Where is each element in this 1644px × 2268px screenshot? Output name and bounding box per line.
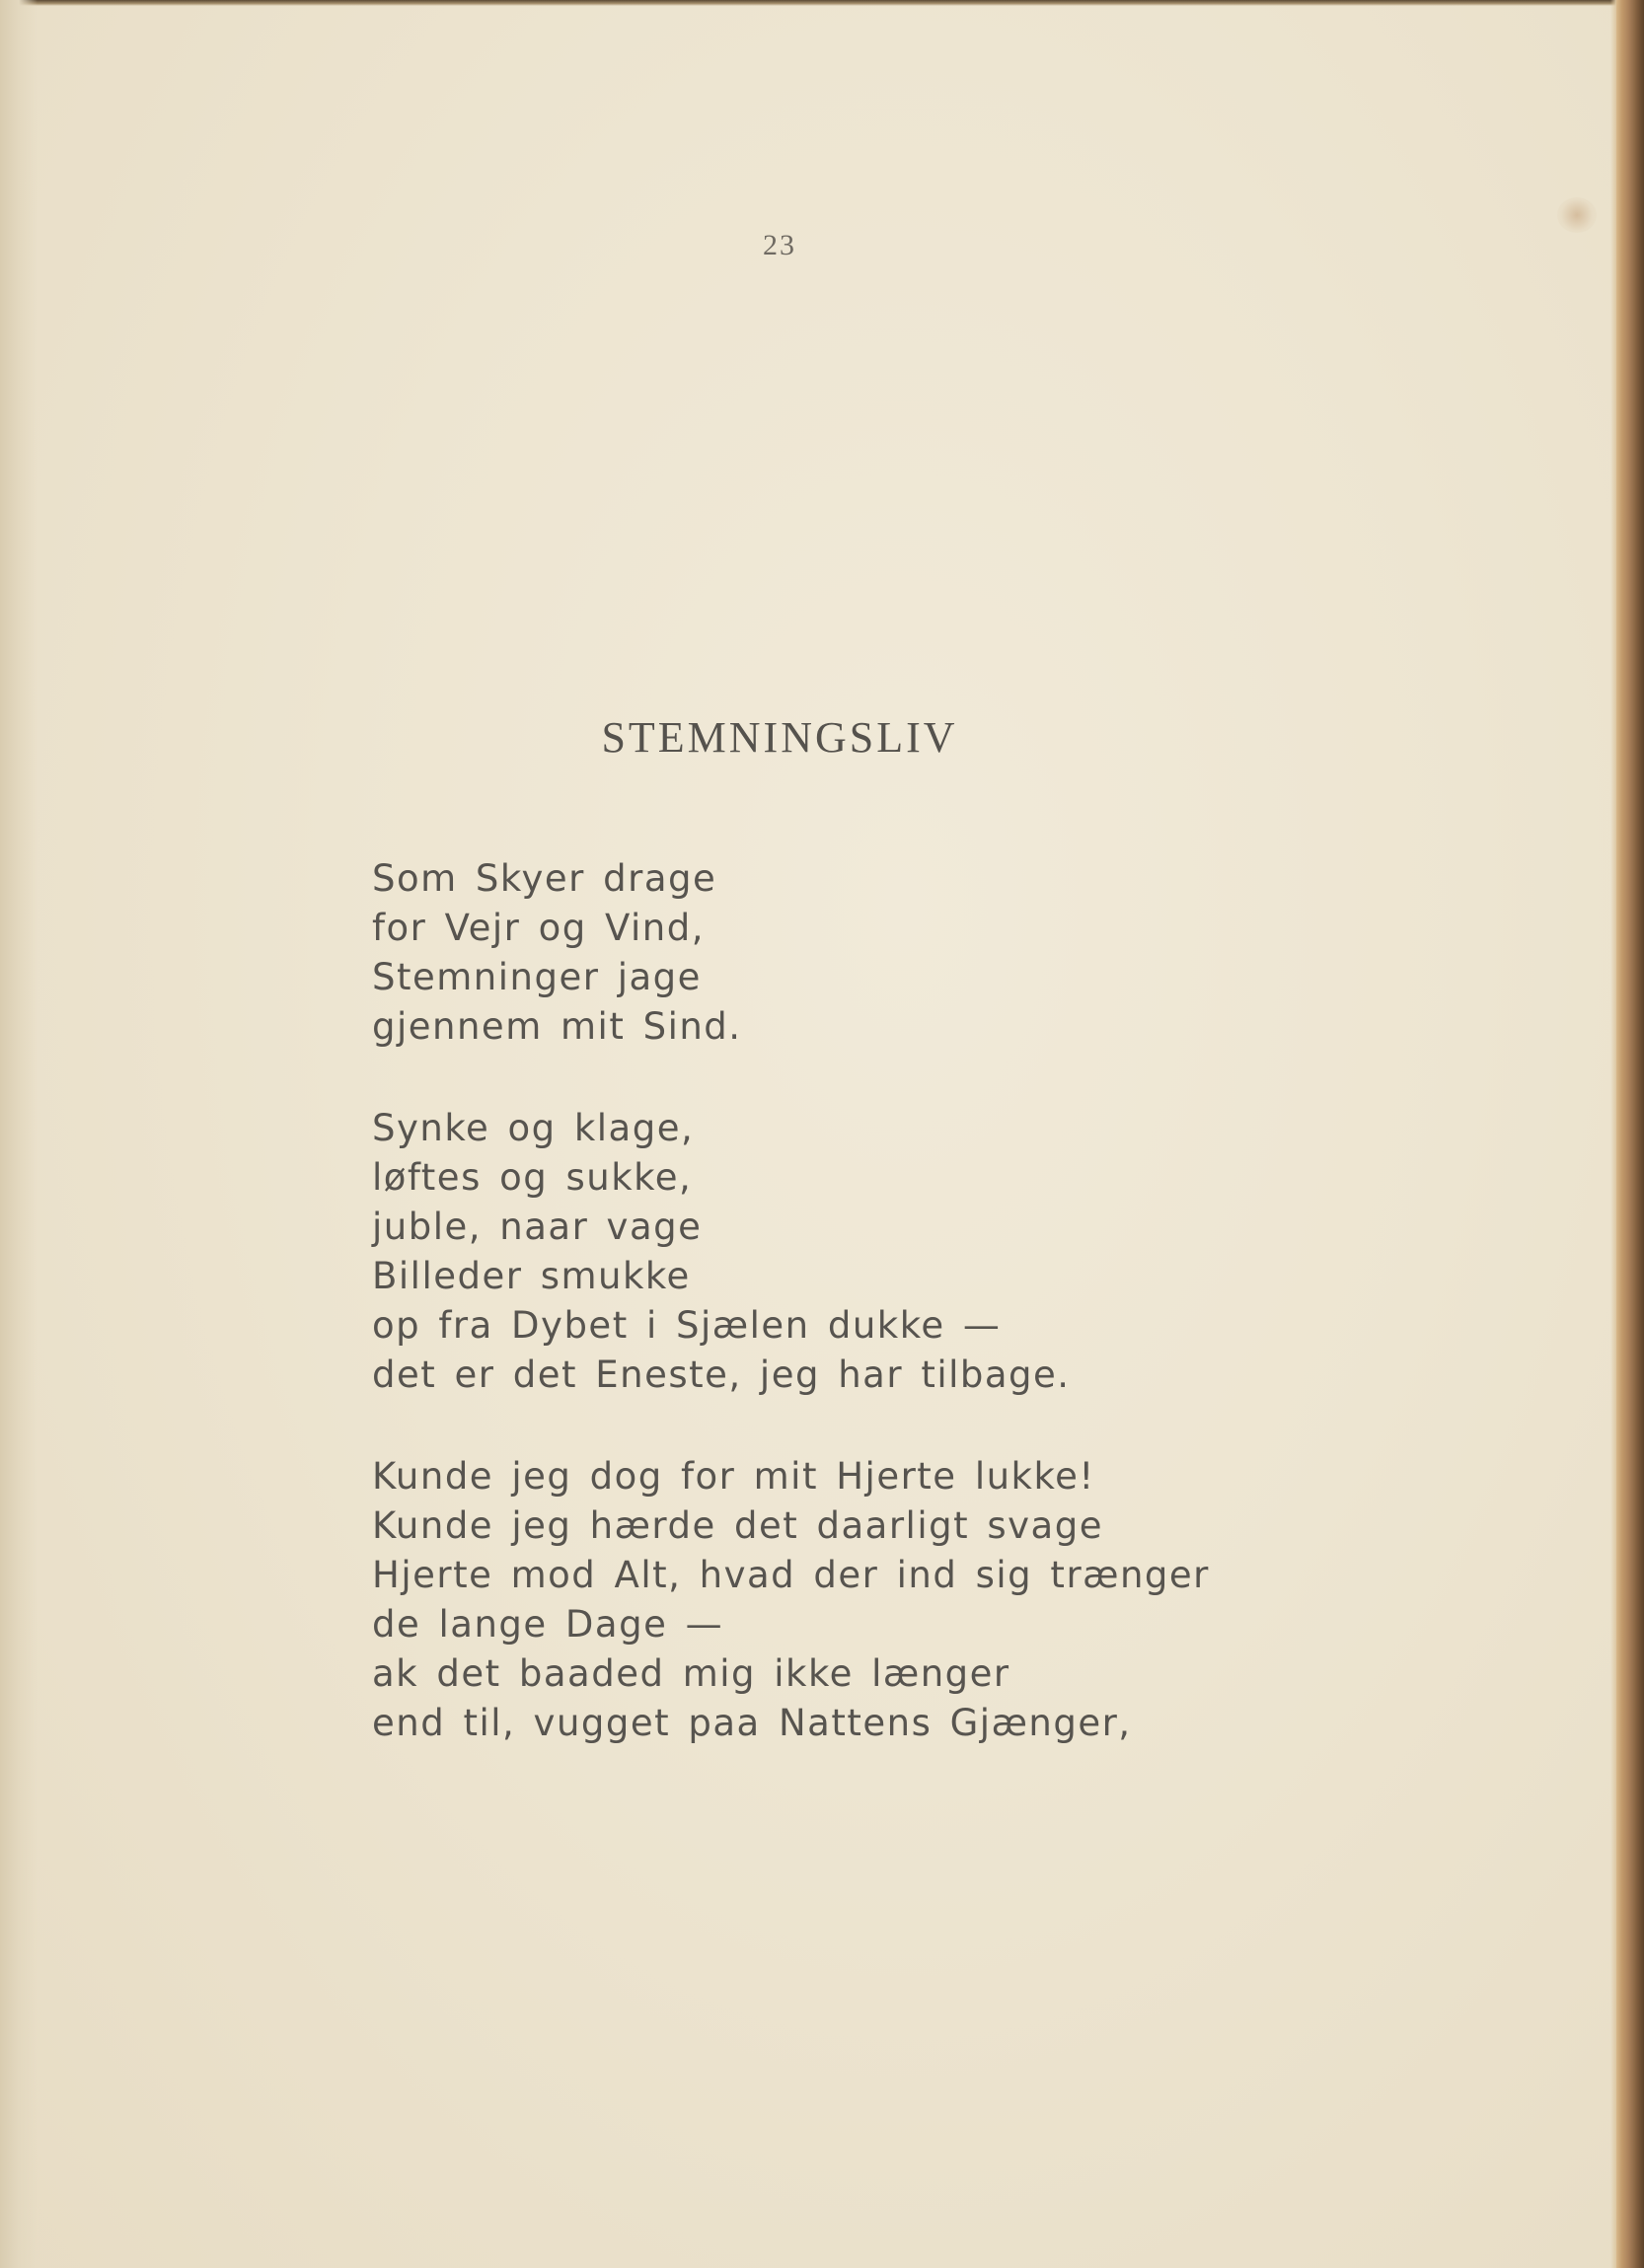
- verse-line: gjennem mit Sind.: [372, 1005, 742, 1048]
- verse-line: Kunde jeg dog for mit Hjerte lukke!: [372, 1455, 1095, 1498]
- page-number: 23: [763, 229, 796, 261]
- verse-line: op fra Dybet i Sjælen dukke —: [372, 1304, 1002, 1347]
- verse-line: ak det baaded mig ikke længer: [372, 1652, 1010, 1695]
- verse-line: for Vejr og Vind,: [372, 907, 705, 949]
- book-cover-edge: [1616, 0, 1644, 2268]
- verse-line: det er det Eneste, jeg har tilbage.: [372, 1353, 1071, 1396]
- page-top-edge: [0, 0, 1644, 6]
- stanza-2: [372, 1104, 1359, 1400]
- verse-line: Som Skyer drage: [372, 857, 717, 900]
- verse-line: juble, naar vage: [372, 1206, 703, 1248]
- verse-line: Stemninger jage: [372, 956, 702, 998]
- paper-stain: [1557, 197, 1597, 233]
- verse-line: Kunde jeg hærde det daarligt svage: [372, 1504, 1103, 1547]
- poem-title: STEMNINGSLIV: [601, 713, 958, 762]
- verse-line: Billeder smukke: [372, 1255, 691, 1297]
- verse-line: Hjerte mod Alt, hvad der ind sig trænger: [372, 1554, 1210, 1596]
- verse-line: de lange Dage —: [372, 1603, 724, 1646]
- stanza-1: [372, 854, 1359, 1052]
- binding-gutter: [0, 0, 37, 2268]
- verse-line: løftes og sukke,: [372, 1156, 693, 1199]
- verse-line: Synke og klage,: [372, 1107, 695, 1149]
- stanza-3: [372, 1452, 1359, 1748]
- poem-body: [372, 854, 1359, 1800]
- verse-line: end til, vugget paa Nattens Gjænger,: [372, 1702, 1132, 1744]
